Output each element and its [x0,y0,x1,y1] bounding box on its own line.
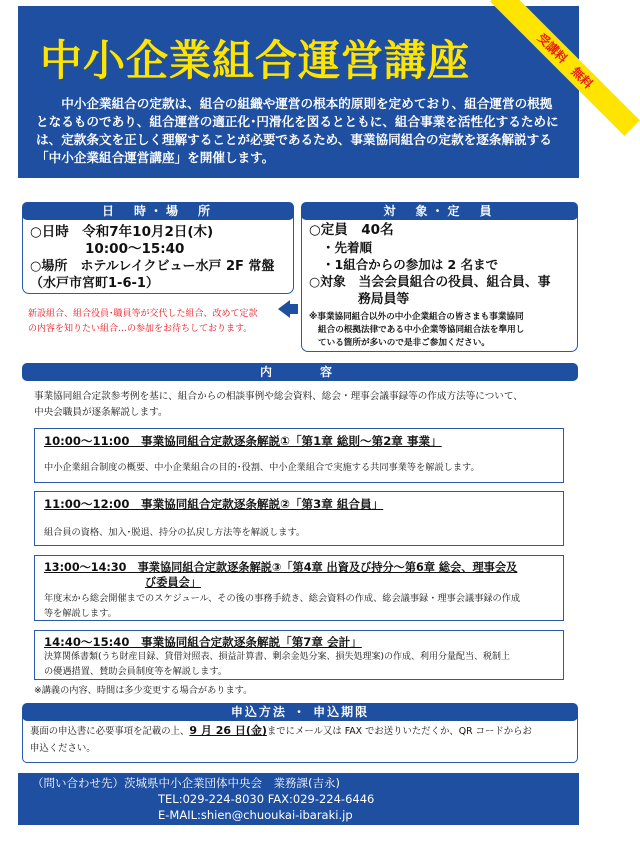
target-note-2: 組合の根拠法律である中小企業等協同組合法を準用し [318,325,525,335]
target-audience-2: 務局員等 [358,292,410,307]
session-description: 中小企業組合制度の概要、中小企業組合の目的･役割、中小企業組合で実施する共同事業等を解説します。 [44,462,480,473]
session-title: 13:00～14:30 事業協同組合定款逐条解説③「第4章 出資及び持分～第6章 総会、理事会及 [44,561,518,574]
content-lead-2: 中央会職員が逐条解説します。 [34,407,168,418]
target-note-3: ている箇所が多いので是非ご参加ください。 [318,338,490,348]
content-note: ※講義の内容、時間は多少変更する場合があります。 [34,685,253,696]
application-text-a: 裏面の申込書に必要事項を記載の上、 [30,726,190,737]
datetime-place: ○場所 ホテルレイクビュー水戸 2F 常盤 [30,259,275,274]
session-title: 14:40～15:40 事業協同組合定款逐条解説「第7章 会計」 [44,635,362,649]
session-title: 10:00～11:00 事業協同組合定款逐条解説①「第1章 総則～第2章 事業」 [44,434,442,448]
contact-email[interactable]: E-MAIL:shien@chuoukai-ibaraki.jp [158,808,353,822]
page-title: 中小企業組合運営講座 [40,36,471,85]
contact-tel-fax: TEL:029-224-8030 FAX:029-224-6446 [158,792,375,806]
datetime-date: ○日時 令和7年10月2日(木) [30,224,214,240]
free-ribbon: 受講料 無料 [490,0,640,136]
application-heading: 申込方法 ・ 申込期限 [22,703,578,721]
session-description-cont: の優遇措置、賛助会員制度等を解説します。 [44,666,228,677]
datetime-note-2: の内容を知りたい組合…の参加をお待ちしております。 [28,324,253,334]
target-limit: ・1組合からの参加は 2 名まで [322,257,499,272]
content-lead-1: 事業協同組合定款参考例を基に、組合からの相談事例や総会資料、総会・理事会議事録等の作成方法等について、 [34,391,523,402]
contact-org: （問い合わせ先）茨城県中小企業団体中央会 業務課(吉永) [32,776,340,790]
session-title-cont: び委員会」 [145,576,201,589]
session-description-cont: 等を解説します。 [44,608,117,619]
target-heading: 対 象・定 員 [301,202,578,220]
datetime-address: （水戸市宮町1-6-1） [30,276,159,291]
application-text [30,722,575,757]
session-title: 11:00～12:00 事業協同組合定款逐条解説②「第3章 組合員」 [44,497,384,511]
target-capacity: ○定員 40名 [309,222,394,238]
application-text-b: までにメール又は FAX でお送りいただくか、QR コードからお [266,726,532,737]
intro-text: 中小企業組合の定款は、組合の組織や運営の根本的原則を定めており、組合運営の根拠となるものであり、組合運営の適正化･円滑化を図るとともに、組合事業を活性化するためには、定款条文を正しく理解することが必要であるため、事業協同組合の定款を逐条解説する「中小企業組合運営講座」を開催します。 [36,96,559,165]
target-first-come: ・先着順 [322,240,373,255]
content-heading: 内 容 [22,363,578,381]
target-audience: ○対象 当会会員組合の役員、組合員、事 [309,275,551,290]
session-description: 決算関係書類(うち財産目録、貸借対照表、損益計算書、剰余金処分案、損失処理案)の作成、利用分量配当、税制上 [44,652,511,662]
session-description: 組合員の資格、加入･脱退、持分の払戻し方法等を解説します。 [44,527,306,538]
datetime-note-1: 新設組合、組合役員･職員等が交代した組合、改めて定款 [28,309,258,319]
arrow-tail [289,304,298,314]
header-banner [18,6,596,178]
datetime-time: 10:00～15:40 [85,241,185,257]
contact-footer [18,773,579,825]
target-note-1: ※事業協同組合以外の中小企業組合の皆さまも事業協同 [309,312,524,322]
application-text-c: 申込ください。 [30,743,96,754]
session-description: 年度末から総会開催までのスケジュール、その後の事務手続き、総会資料の作成、総会議事録・理事会議事録の作成 [44,593,521,604]
application-deadline: 9 月 26 日(金) [189,724,267,737]
datetime-heading: 日 時・場 所 [22,202,294,220]
